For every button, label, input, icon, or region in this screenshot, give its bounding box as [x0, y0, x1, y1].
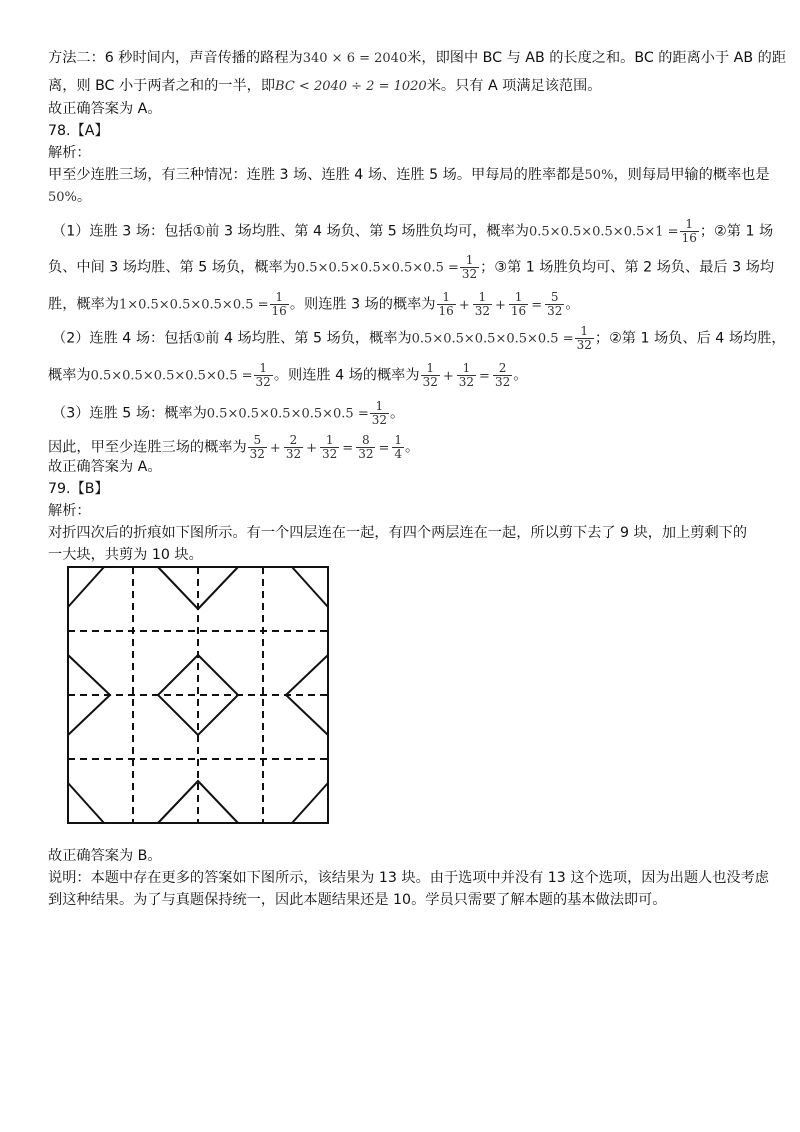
text: 甲至少连胜三场，有三种情况：连胜 3 场、连胜 4 场、连胜 5 场。甲每局的胜率都是: [48, 167, 585, 183]
math-expression: 0.5×0.5×0.5×0.5×0.5 =: [411, 331, 574, 347]
numerator: 2: [498, 361, 507, 375]
math-expression: 0.5×0.5×0.5×0.5×0.5 =: [206, 406, 369, 422]
denominator: 32: [547, 304, 563, 318]
q79-note-line1: 说明：本题中存在更多的答案如下图所示，该结果为 13 块。由于选项中并没有 13 这个选项，因为出题人也没考虑: [48, 870, 769, 886]
numerator: 5: [253, 433, 262, 447]
text: ；③第 1 场胜负均可、第 2 场负、最后 3 场均: [480, 259, 775, 276]
denominator: 32: [461, 267, 478, 281]
math-expression: 0.5×0.5×0.5×0.5×0.5 =: [296, 260, 459, 276]
numerator: 5: [550, 290, 559, 304]
numerator: 1: [325, 433, 334, 447]
q79-header: 79.【B】: [48, 481, 109, 497]
equals-sign: =: [342, 440, 354, 456]
text: 。: [565, 296, 580, 313]
denominator: 4: [394, 447, 403, 461]
fraction: [457, 362, 476, 389]
denominator: 16: [271, 304, 287, 318]
denominator: 32: [494, 375, 511, 389]
fraction: [460, 254, 479, 281]
denominator: 32: [474, 304, 491, 318]
method2-conclusion: 故正确答案为 A。: [48, 101, 162, 117]
fraction: [473, 291, 492, 318]
denominator: 32: [371, 413, 388, 427]
q79-paragraph-line2: 一大块，共剪为 10 块。: [48, 547, 203, 563]
math-expression: 340 × 6 = 2040: [302, 51, 408, 66]
cut-line: [68, 783, 104, 823]
denominator: 32: [285, 447, 302, 461]
text: 因此，甲至少连胜三场的概率为: [48, 439, 247, 456]
denominator: 32: [458, 375, 475, 389]
q78-analysis-label: 解析：: [48, 145, 91, 161]
text: 离，则 BC 小于两者之和的一半，即: [48, 78, 276, 94]
fraction: [680, 218, 699, 245]
plus-sign: +: [269, 440, 281, 456]
equals-sign: =: [378, 440, 390, 456]
cut-line: [292, 567, 328, 607]
q78-case1-line3: [48, 291, 768, 318]
text: 。则连胜 3 场的概率为: [289, 296, 436, 313]
text: 胜，概率为: [48, 296, 119, 313]
fraction: [254, 362, 273, 389]
fraction: [493, 362, 512, 389]
numerator: 1: [426, 361, 435, 375]
math-expression: BC < 2040 ÷ 2 = 1020: [275, 79, 427, 94]
math-expression: 50%: [584, 168, 614, 183]
fraction: [370, 400, 389, 427]
denominator: 16: [510, 304, 527, 318]
text: ，则每局甲输的概率也是: [613, 167, 770, 183]
denominator: 16: [438, 304, 454, 318]
text: 米。只有 A 项满足该范围。: [426, 78, 602, 94]
q78-case1-line2: [48, 253, 775, 281]
plus-sign: +: [442, 368, 454, 384]
numerator: 1: [478, 290, 487, 304]
denominator: 32: [322, 447, 338, 461]
numerator: 1: [375, 399, 384, 413]
denominator: 32: [249, 447, 265, 461]
math-expression: 50%: [48, 190, 77, 205]
text: （1）连胜 3 场：包括①前 3 场均胜、第 4 场负、第 5 场胜负均可，概率为: [52, 223, 529, 240]
plus-sign: +: [495, 297, 506, 313]
text: 。则连胜 4 场的概率为: [273, 367, 420, 384]
text: 概率为: [48, 367, 91, 384]
denominator: 16: [681, 231, 697, 245]
math-expression: 0.5×0.5×0.5×0.5×0.5 =: [90, 368, 253, 384]
q79-paragraph-line1: 对折四次后的折痕如下图所示。有一个四层连在一起，有四个两层连在一起，所以剪下去了 9 块，加上剪剩下的: [48, 525, 748, 541]
text: 。: [405, 439, 420, 456]
q78-conclusion: 故正确答案为 A。: [48, 459, 162, 475]
fraction: [270, 291, 289, 318]
text: 方法二：6 秒时间内，声音传播的路程为: [48, 50, 303, 66]
q78-case2-line2: [48, 362, 768, 389]
fraction: [545, 291, 564, 318]
text: 。: [513, 367, 528, 384]
numerator: 1: [465, 253, 474, 267]
q79-analysis-label: 解析：: [48, 503, 91, 519]
q78-case2-line1: [52, 324, 786, 352]
numerator: 1: [442, 290, 450, 304]
equals-sign: =: [479, 368, 490, 384]
numerator: 1: [462, 361, 471, 375]
q79-conclusion: 故正确答案为 B。: [48, 848, 162, 864]
numerator: 1: [259, 361, 267, 375]
q78-case1-line1: [52, 218, 772, 245]
text: （2）连胜 4 场：包括①前 4 场均胜、第 5 场负，概率为: [52, 330, 412, 347]
fraction: [575, 325, 594, 352]
math-expression: 0.5×0.5×0.5×0.5×1 =: [529, 224, 679, 240]
cut-line: [68, 567, 104, 607]
numerator: 1: [580, 324, 589, 338]
text: 负、中间 3 场均胜、第 5 场负，概率为: [48, 259, 297, 276]
numerator: 2: [289, 433, 298, 447]
q78-intro-line2: [48, 187, 768, 208]
denominator: 32: [576, 338, 592, 352]
fold-cut-diagram: [64, 563, 332, 827]
numerator: 1: [275, 290, 283, 304]
denominator: 32: [358, 447, 374, 461]
plus-sign: +: [458, 297, 470, 313]
fraction: [437, 291, 456, 318]
text: 。: [390, 405, 405, 422]
denominator: 32: [422, 375, 438, 389]
method2-line2: [48, 76, 768, 97]
method2-line1: [48, 48, 787, 69]
numerator: 1: [685, 217, 694, 231]
numerator: 8: [362, 433, 370, 447]
fold-lines: [68, 567, 328, 823]
fraction: [509, 291, 528, 318]
cut-line: [292, 783, 328, 823]
q78-case3: [52, 400, 772, 427]
plus-sign: +: [306, 440, 318, 456]
numerator: 1: [394, 433, 403, 447]
q78-header: 78.【A】: [48, 123, 109, 139]
text: 米，即图中 BC 与 AB 的长度之和。BC 的距离小于 AB 的距: [407, 50, 787, 66]
denominator: 32: [255, 375, 271, 389]
fraction: [421, 362, 440, 389]
text: ；②第 1 场负、后 4 场均胜，: [594, 330, 786, 347]
q78-intro-line1: [48, 165, 768, 186]
numerator: 1: [514, 290, 523, 304]
text: ；②第 1 场: [699, 223, 774, 240]
equals-sign: =: [531, 297, 543, 313]
math-expression: 1×0.5×0.5×0.5×0.5 =: [118, 297, 269, 313]
q79-note-line2: 到这种结果。为了与真题保持统一，因此本题结果还是 10。学员只需要了解本题的基本做法即可。: [48, 892, 667, 908]
text: 。: [76, 189, 92, 205]
text: （3）连胜 5 场：概率为: [52, 405, 207, 422]
